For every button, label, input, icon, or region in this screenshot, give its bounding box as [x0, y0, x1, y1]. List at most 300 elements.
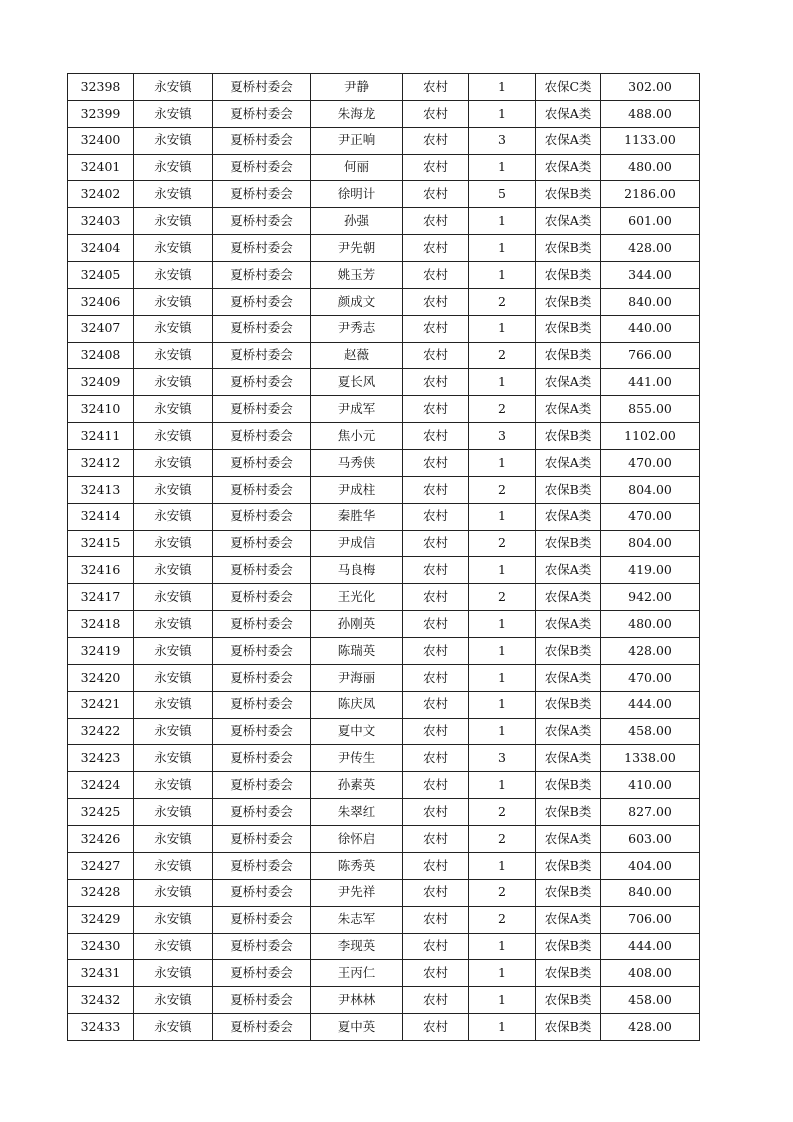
record-id-cell: 32422: [68, 718, 134, 745]
household-type-cell: 农村: [403, 611, 469, 638]
village-committee-cell: 夏桥村委会: [213, 826, 311, 853]
table-row: [68, 960, 700, 987]
town-cell: 永安镇: [134, 718, 213, 745]
household-type-cell: 农村: [403, 691, 469, 718]
village-committee-cell: 夏桥村委会: [213, 584, 311, 611]
table-row: [68, 584, 700, 611]
town-cell: 永安镇: [134, 852, 213, 879]
household-type-cell: 农村: [403, 127, 469, 154]
amount-cell: 840.00: [601, 288, 700, 315]
household-size-cell: 3: [469, 745, 536, 772]
table-row: [68, 718, 700, 745]
household-size-cell: 3: [469, 127, 536, 154]
household-size-cell: 2: [469, 584, 536, 611]
household-type-cell: 农村: [403, 181, 469, 208]
table-row: [68, 450, 700, 477]
household-type-cell: 农村: [403, 503, 469, 530]
town-cell: 永安镇: [134, 181, 213, 208]
household-size-cell: 1: [469, 1014, 536, 1041]
person-name-cell: 陈瑞英: [311, 638, 403, 665]
household-type-cell: 农村: [403, 450, 469, 477]
table-row: [68, 826, 700, 853]
table-row: [68, 208, 700, 235]
person-name-cell: 孙刚英: [311, 611, 403, 638]
person-name-cell: 焦小元: [311, 423, 403, 450]
table-row: [68, 262, 700, 289]
insurance-category-cell: 农保A类: [536, 745, 601, 772]
record-id-cell: 32403: [68, 208, 134, 235]
household-size-cell: 1: [469, 557, 536, 584]
insurance-category-cell: 农保A类: [536, 826, 601, 853]
insurance-category-cell: 农保B类: [536, 638, 601, 665]
village-committee-cell: 夏桥村委会: [213, 342, 311, 369]
town-cell: 永安镇: [134, 262, 213, 289]
person-name-cell: 尹林林: [311, 987, 403, 1014]
record-id-cell: 32405: [68, 262, 134, 289]
record-id-cell: 32432: [68, 987, 134, 1014]
village-committee-cell: 夏桥村委会: [213, 476, 311, 503]
insurance-category-cell: 农保B类: [536, 288, 601, 315]
household-type-cell: 农村: [403, 235, 469, 262]
village-committee-cell: 夏桥村委会: [213, 664, 311, 691]
amount-cell: 441.00: [601, 369, 700, 396]
household-type-cell: 农村: [403, 1014, 469, 1041]
town-cell: 永安镇: [134, 611, 213, 638]
table-row: [68, 745, 700, 772]
household-type-cell: 农村: [403, 638, 469, 665]
amount-cell: 840.00: [601, 879, 700, 906]
person-name-cell: 朱志军: [311, 906, 403, 933]
insurance-category-cell: 农保A类: [536, 557, 601, 584]
amount-cell: 855.00: [601, 396, 700, 423]
table-row: [68, 530, 700, 557]
insurance-category-cell: 农保A类: [536, 503, 601, 530]
village-committee-cell: 夏桥村委会: [213, 933, 311, 960]
amount-cell: 428.00: [601, 235, 700, 262]
town-cell: 永安镇: [134, 772, 213, 799]
amount-cell: 706.00: [601, 906, 700, 933]
table-row: [68, 423, 700, 450]
record-id-cell: 32424: [68, 772, 134, 799]
household-size-cell: 1: [469, 960, 536, 987]
town-cell: 永安镇: [134, 960, 213, 987]
town-cell: 永安镇: [134, 288, 213, 315]
village-committee-cell: 夏桥村委会: [213, 74, 311, 101]
record-id-cell: 32415: [68, 530, 134, 557]
amount-cell: 408.00: [601, 960, 700, 987]
town-cell: 永安镇: [134, 879, 213, 906]
insurance-category-cell: 农保A类: [536, 208, 601, 235]
insurance-category-cell: 农保B类: [536, 852, 601, 879]
town-cell: 永安镇: [134, 906, 213, 933]
record-id-cell: 32399: [68, 100, 134, 127]
table-row: [68, 503, 700, 530]
household-size-cell: 1: [469, 154, 536, 181]
insurance-category-cell: 农保A类: [536, 127, 601, 154]
household-size-cell: 1: [469, 208, 536, 235]
person-name-cell: 尹秀志: [311, 315, 403, 342]
household-size-cell: 2: [469, 396, 536, 423]
record-id-cell: 32411: [68, 423, 134, 450]
household-size-cell: 1: [469, 718, 536, 745]
record-id-cell: 32430: [68, 933, 134, 960]
insurance-category-cell: 农保B类: [536, 423, 601, 450]
household-size-cell: 1: [469, 262, 536, 289]
household-size-cell: 1: [469, 315, 536, 342]
household-type-cell: 农村: [403, 772, 469, 799]
amount-cell: 603.00: [601, 826, 700, 853]
village-committee-cell: 夏桥村委会: [213, 208, 311, 235]
insurance-category-cell: 农保A类: [536, 450, 601, 477]
table-row: [68, 315, 700, 342]
table-row: [68, 664, 700, 691]
town-cell: 永安镇: [134, 1014, 213, 1041]
subsidy-table: [67, 73, 700, 1041]
household-size-cell: 1: [469, 235, 536, 262]
village-committee-cell: 夏桥村委会: [213, 369, 311, 396]
household-type-cell: 农村: [403, 288, 469, 315]
table-row: [68, 987, 700, 1014]
town-cell: 永安镇: [134, 933, 213, 960]
household-type-cell: 农村: [403, 960, 469, 987]
household-type-cell: 农村: [403, 74, 469, 101]
village-committee-cell: 夏桥村委会: [213, 503, 311, 530]
person-name-cell: 尹正响: [311, 127, 403, 154]
town-cell: 永安镇: [134, 315, 213, 342]
insurance-category-cell: 农保B类: [536, 342, 601, 369]
town-cell: 永安镇: [134, 342, 213, 369]
amount-cell: 470.00: [601, 450, 700, 477]
household-type-cell: 农村: [403, 530, 469, 557]
table-row: [68, 235, 700, 262]
amount-cell: 804.00: [601, 530, 700, 557]
town-cell: 永安镇: [134, 799, 213, 826]
insurance-category-cell: 农保B类: [536, 987, 601, 1014]
village-committee-cell: 夏桥村委会: [213, 960, 311, 987]
town-cell: 永安镇: [134, 826, 213, 853]
person-name-cell: 尹成柱: [311, 476, 403, 503]
household-size-cell: 1: [469, 100, 536, 127]
village-committee-cell: 夏桥村委会: [213, 423, 311, 450]
insurance-category-cell: 农保A类: [536, 611, 601, 638]
record-id-cell: 32412: [68, 450, 134, 477]
record-id-cell: 32406: [68, 288, 134, 315]
table-row: [68, 342, 700, 369]
table-row: [68, 1014, 700, 1041]
table-row: [68, 691, 700, 718]
household-type-cell: 农村: [403, 664, 469, 691]
village-committee-cell: 夏桥村委会: [213, 1014, 311, 1041]
household-type-cell: 农村: [403, 799, 469, 826]
village-committee-cell: 夏桥村委会: [213, 288, 311, 315]
table-row: [68, 154, 700, 181]
village-committee-cell: 夏桥村委会: [213, 235, 311, 262]
household-size-cell: 2: [469, 879, 536, 906]
insurance-category-cell: 农保B类: [536, 530, 601, 557]
household-type-cell: 农村: [403, 342, 469, 369]
amount-cell: 458.00: [601, 718, 700, 745]
table-row: [68, 100, 700, 127]
village-committee-cell: 夏桥村委会: [213, 181, 311, 208]
amount-cell: 410.00: [601, 772, 700, 799]
insurance-category-cell: 农保A类: [536, 906, 601, 933]
household-type-cell: 农村: [403, 987, 469, 1014]
village-committee-cell: 夏桥村委会: [213, 100, 311, 127]
town-cell: 永安镇: [134, 127, 213, 154]
village-committee-cell: 夏桥村委会: [213, 611, 311, 638]
household-type-cell: 农村: [403, 154, 469, 181]
amount-cell: 404.00: [601, 852, 700, 879]
amount-cell: 942.00: [601, 584, 700, 611]
amount-cell: 470.00: [601, 664, 700, 691]
household-size-cell: 3: [469, 423, 536, 450]
household-size-cell: 1: [469, 664, 536, 691]
table-row: [68, 476, 700, 503]
table-row: [68, 611, 700, 638]
village-committee-cell: 夏桥村委会: [213, 127, 311, 154]
table-row: [68, 852, 700, 879]
household-size-cell: 5: [469, 181, 536, 208]
table-row: [68, 74, 700, 101]
household-type-cell: 农村: [403, 852, 469, 879]
household-size-cell: 1: [469, 638, 536, 665]
household-type-cell: 农村: [403, 369, 469, 396]
household-type-cell: 农村: [403, 745, 469, 772]
insurance-category-cell: 农保B类: [536, 799, 601, 826]
amount-cell: 302.00: [601, 74, 700, 101]
household-type-cell: 农村: [403, 906, 469, 933]
record-id-cell: 32419: [68, 638, 134, 665]
person-name-cell: 夏中文: [311, 718, 403, 745]
record-id-cell: 32423: [68, 745, 134, 772]
town-cell: 永安镇: [134, 476, 213, 503]
record-id-cell: 32429: [68, 906, 134, 933]
person-name-cell: 尹先祥: [311, 879, 403, 906]
person-name-cell: 赵薇: [311, 342, 403, 369]
amount-cell: 2186.00: [601, 181, 700, 208]
amount-cell: 1102.00: [601, 423, 700, 450]
household-type-cell: 农村: [403, 396, 469, 423]
village-committee-cell: 夏桥村委会: [213, 315, 311, 342]
household-size-cell: 2: [469, 826, 536, 853]
person-name-cell: 孙强: [311, 208, 403, 235]
household-size-cell: 1: [469, 503, 536, 530]
village-committee-cell: 夏桥村委会: [213, 852, 311, 879]
household-size-cell: 1: [469, 933, 536, 960]
town-cell: 永安镇: [134, 638, 213, 665]
insurance-category-cell: 农保B类: [536, 960, 601, 987]
person-name-cell: 徐怀启: [311, 826, 403, 853]
person-name-cell: 秦胜华: [311, 503, 403, 530]
amount-cell: 444.00: [601, 691, 700, 718]
person-name-cell: 马秀侠: [311, 450, 403, 477]
insurance-category-cell: 农保A类: [536, 100, 601, 127]
person-name-cell: 王丙仁: [311, 960, 403, 987]
record-id-cell: 32417: [68, 584, 134, 611]
household-type-cell: 农村: [403, 315, 469, 342]
household-type-cell: 农村: [403, 476, 469, 503]
record-id-cell: 32426: [68, 826, 134, 853]
village-committee-cell: 夏桥村委会: [213, 987, 311, 1014]
household-size-cell: 1: [469, 772, 536, 799]
village-committee-cell: 夏桥村委会: [213, 772, 311, 799]
household-type-cell: 农村: [403, 262, 469, 289]
household-type-cell: 农村: [403, 423, 469, 450]
amount-cell: 428.00: [601, 638, 700, 665]
amount-cell: 601.00: [601, 208, 700, 235]
village-committee-cell: 夏桥村委会: [213, 154, 311, 181]
record-id-cell: 32428: [68, 879, 134, 906]
record-id-cell: 32427: [68, 852, 134, 879]
town-cell: 永安镇: [134, 154, 213, 181]
town-cell: 永安镇: [134, 74, 213, 101]
insurance-category-cell: 农保A类: [536, 154, 601, 181]
person-name-cell: 何丽: [311, 154, 403, 181]
record-id-cell: 32420: [68, 664, 134, 691]
insurance-category-cell: 农保B类: [536, 476, 601, 503]
insurance-category-cell: 农保B类: [536, 1014, 601, 1041]
person-name-cell: 徐明计: [311, 181, 403, 208]
insurance-category-cell: 农保B类: [536, 879, 601, 906]
village-committee-cell: 夏桥村委会: [213, 557, 311, 584]
household-type-cell: 农村: [403, 208, 469, 235]
town-cell: 永安镇: [134, 369, 213, 396]
table-row: [68, 933, 700, 960]
table-row: [68, 127, 700, 154]
amount-cell: 344.00: [601, 262, 700, 289]
record-id-cell: 32421: [68, 691, 134, 718]
person-name-cell: 马良梅: [311, 557, 403, 584]
record-id-cell: 32402: [68, 181, 134, 208]
insurance-category-cell: 农保A类: [536, 664, 601, 691]
amount-cell: 480.00: [601, 611, 700, 638]
insurance-category-cell: 农保A类: [536, 718, 601, 745]
town-cell: 永安镇: [134, 235, 213, 262]
town-cell: 永安镇: [134, 450, 213, 477]
village-committee-cell: 夏桥村委会: [213, 638, 311, 665]
insurance-category-cell: 农保A类: [536, 584, 601, 611]
record-id-cell: 32408: [68, 342, 134, 369]
insurance-category-cell: 农保B类: [536, 315, 601, 342]
village-committee-cell: 夏桥村委会: [213, 718, 311, 745]
record-id-cell: 32433: [68, 1014, 134, 1041]
amount-cell: 470.00: [601, 503, 700, 530]
person-name-cell: 李现英: [311, 933, 403, 960]
person-name-cell: 王光化: [311, 584, 403, 611]
household-size-cell: 2: [469, 799, 536, 826]
person-name-cell: 姚玉芳: [311, 262, 403, 289]
person-name-cell: 颜成文: [311, 288, 403, 315]
table-body: [68, 74, 700, 1041]
household-size-cell: 2: [469, 530, 536, 557]
amount-cell: 804.00: [601, 476, 700, 503]
village-committee-cell: 夏桥村委会: [213, 879, 311, 906]
insurance-category-cell: 农保B类: [536, 181, 601, 208]
village-committee-cell: 夏桥村委会: [213, 745, 311, 772]
village-committee-cell: 夏桥村委会: [213, 906, 311, 933]
amount-cell: 428.00: [601, 1014, 700, 1041]
insurance-category-cell: 农保B类: [536, 235, 601, 262]
amount-cell: 827.00: [601, 799, 700, 826]
village-committee-cell: 夏桥村委会: [213, 530, 311, 557]
person-name-cell: 尹成军: [311, 396, 403, 423]
table-row: [68, 288, 700, 315]
insurance-category-cell: 农保C类: [536, 74, 601, 101]
town-cell: 永安镇: [134, 691, 213, 718]
household-size-cell: 2: [469, 476, 536, 503]
record-id-cell: 32413: [68, 476, 134, 503]
insurance-category-cell: 农保B类: [536, 772, 601, 799]
town-cell: 永安镇: [134, 503, 213, 530]
household-size-cell: 1: [469, 852, 536, 879]
town-cell: 永安镇: [134, 987, 213, 1014]
household-type-cell: 农村: [403, 718, 469, 745]
village-committee-cell: 夏桥村委会: [213, 691, 311, 718]
amount-cell: 440.00: [601, 315, 700, 342]
household-size-cell: 2: [469, 342, 536, 369]
table-row: [68, 638, 700, 665]
table-row: [68, 799, 700, 826]
person-name-cell: 孙素英: [311, 772, 403, 799]
table-row: [68, 879, 700, 906]
town-cell: 永安镇: [134, 664, 213, 691]
household-type-cell: 农村: [403, 879, 469, 906]
household-type-cell: 农村: [403, 584, 469, 611]
table-row: [68, 557, 700, 584]
town-cell: 永安镇: [134, 208, 213, 235]
household-size-cell: 1: [469, 987, 536, 1014]
person-name-cell: 夏中英: [311, 1014, 403, 1041]
amount-cell: 419.00: [601, 557, 700, 584]
amount-cell: 480.00: [601, 154, 700, 181]
person-name-cell: 尹海丽: [311, 664, 403, 691]
record-id-cell: 32404: [68, 235, 134, 262]
town-cell: 永安镇: [134, 396, 213, 423]
amount-cell: 766.00: [601, 342, 700, 369]
record-id-cell: 32407: [68, 315, 134, 342]
town-cell: 永安镇: [134, 557, 213, 584]
amount-cell: 1133.00: [601, 127, 700, 154]
village-committee-cell: 夏桥村委会: [213, 799, 311, 826]
insurance-category-cell: 农保A类: [536, 369, 601, 396]
village-committee-cell: 夏桥村委会: [213, 450, 311, 477]
household-type-cell: 农村: [403, 826, 469, 853]
record-id-cell: 32418: [68, 611, 134, 638]
record-id-cell: 32425: [68, 799, 134, 826]
record-id-cell: 32401: [68, 154, 134, 181]
record-id-cell: 32416: [68, 557, 134, 584]
household-size-cell: 1: [469, 369, 536, 396]
record-id-cell: 32400: [68, 127, 134, 154]
village-committee-cell: 夏桥村委会: [213, 262, 311, 289]
town-cell: 永安镇: [134, 530, 213, 557]
amount-cell: 444.00: [601, 933, 700, 960]
record-id-cell: 32410: [68, 396, 134, 423]
town-cell: 永安镇: [134, 423, 213, 450]
household-type-cell: 农村: [403, 100, 469, 127]
person-name-cell: 陈秀英: [311, 852, 403, 879]
household-size-cell: 2: [469, 288, 536, 315]
person-name-cell: 朱翠红: [311, 799, 403, 826]
record-id-cell: 32398: [68, 74, 134, 101]
town-cell: 永安镇: [134, 100, 213, 127]
insurance-category-cell: 农保A类: [536, 396, 601, 423]
town-cell: 永安镇: [134, 745, 213, 772]
person-name-cell: 尹先朝: [311, 235, 403, 262]
table-row: [68, 396, 700, 423]
person-name-cell: 朱海龙: [311, 100, 403, 127]
amount-cell: 458.00: [601, 987, 700, 1014]
